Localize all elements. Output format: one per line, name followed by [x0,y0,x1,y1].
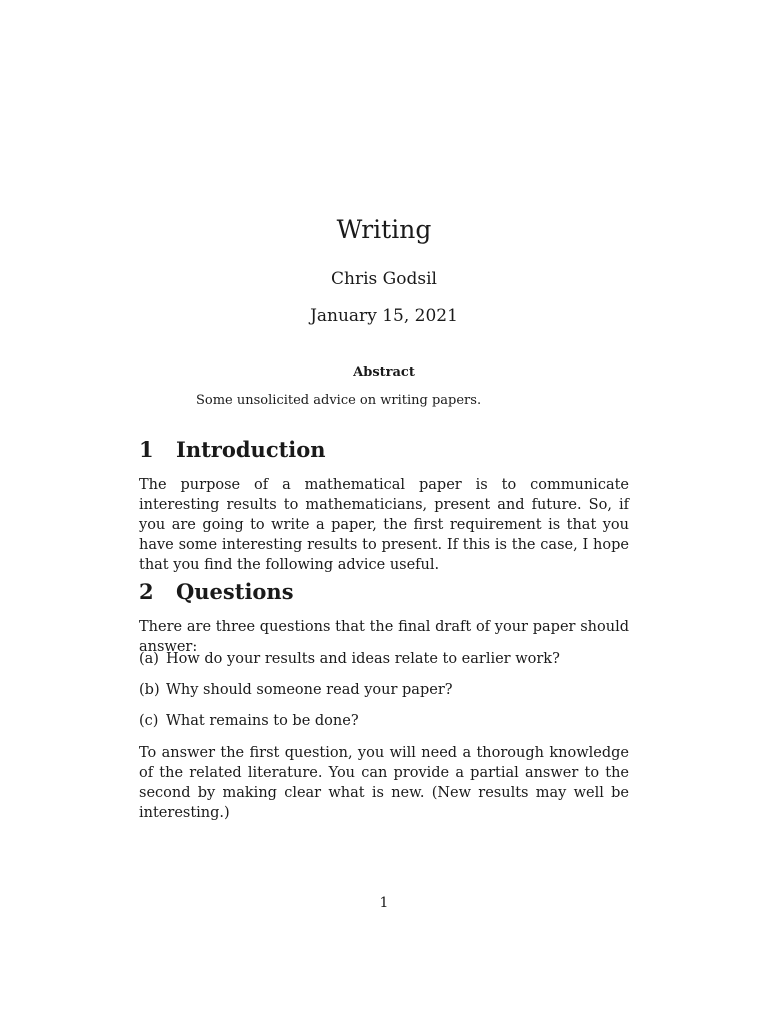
list-item [139,711,629,731]
paper-title: Writing [336,215,432,244]
section-title: Questions [176,579,294,604]
section-number: 1 [139,437,154,462]
list-item-text: How do your results and ideas relate to earlier work? [166,651,560,667]
questions-closing-paragraph: To answer the first question, you will need a thorough knowledge of the related literature. You can provide a partial answer to the second by making clear what is new. (New results may well be interesting.) [139,745,629,821]
list-item-text: Why should someone read your paper? [166,682,453,698]
abstract-text: Some unsolicited advice on writing papers. [196,393,482,408]
section-heading-introduction [139,436,326,464]
section-title: Introduction [176,437,326,462]
list-marker: (a) [139,651,159,667]
introduction-paragraph: The purpose of a mathematical paper is to communicate interesting results to mathematicians, present and future. So, if you are going to write a paper, the first requirement is that you have some interesting results to present. If this is the case, I hope that you find the following advice useful. [139,477,629,573]
paper-author: Chris Godsil [331,269,437,289]
list-marker: (c) [139,713,159,729]
questions-intro-paragraph: There are three questions that the final draft of your paper should answer: [139,619,629,655]
list-marker: (b) [139,682,160,698]
section-heading-questions [139,578,294,606]
abstract-heading: Abstract [353,365,415,380]
paper-date: January 15, 2021 [310,306,458,326]
list-item [139,649,629,669]
page-number: 1 [379,895,389,911]
list-item-text: What remains to be done? [166,713,359,729]
section-number: 2 [139,579,154,604]
list-item [139,680,629,700]
